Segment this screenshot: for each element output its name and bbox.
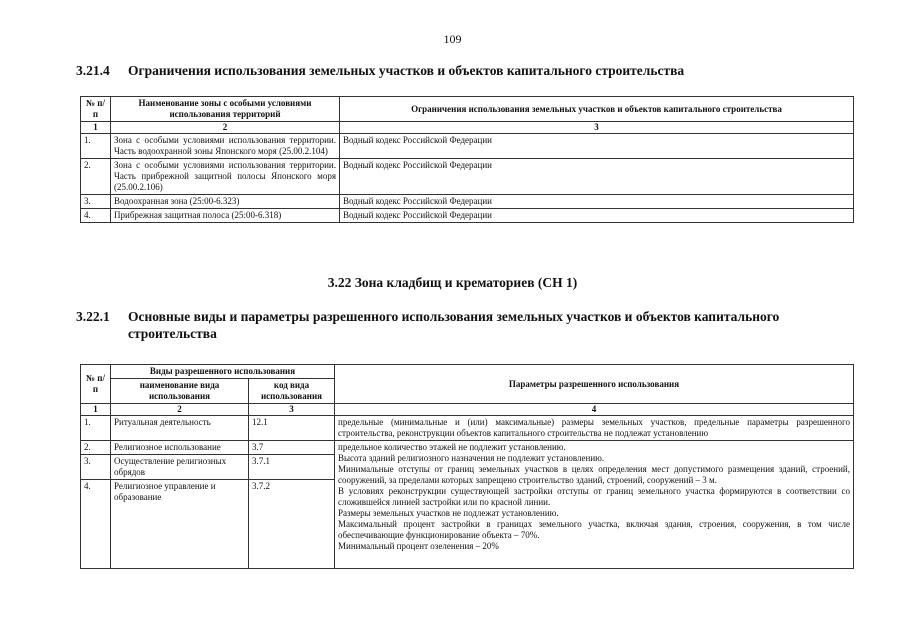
zone-name: Зона с особыми условиями использования территории. Часть водоохранной зоны Японского моря (25.00.2.104) [111,134,340,159]
header-number: № п/п [81,97,111,122]
table-row [81,195,854,209]
permitted-use-table [80,364,854,569]
table-row [81,441,854,455]
index-cell: 2 [111,404,249,416]
page-number: 109 [443,32,462,46]
section-title: Основные виды и параметры разрешенного использования земельных участков и объектов капитального строительства [128,309,780,341]
use-name: Религиозное использование [111,441,249,455]
row-number: 2. [81,441,111,455]
row-number: 4. [81,209,111,223]
use-code: 3.7.1 [249,455,335,480]
use-code: 3.7 [249,441,335,455]
parameter-line: Размеры земельных участков не подлежат установлению. [338,508,559,518]
header-use-code: код вида использования [249,379,335,404]
index-cell: 4 [335,404,854,416]
use-name: Осуществление религиозных обрядов [111,455,249,480]
header-parameters: Параметры разрешенного использования [335,365,854,404]
section-number: 3.22.1 [76,309,110,324]
zone-name: Прибрежная защитная полоса (25:00-6.318) [111,209,340,223]
row-number: 2. [81,159,111,195]
row-number: 1. [81,416,111,441]
parameter-line: Минимальные отступы от границ земельных участков в целях определения мест допустимого размещения зданий, строений, сооружений, за пределами которых запрещено строительство зданий, строений, сооружений – 3 м. [338,464,850,485]
use-name: Ритуальная деятельность [111,416,249,441]
index-cell: 3 [249,404,335,416]
restriction: Водный кодекс Российской Федерации [340,209,854,223]
parameters-cell [335,441,854,569]
parameters-text: предельные (минимальные и (или) максимальные) размеры земельных участков, предельные параметры разрешенного строительства, реконструкции объектов капитального строительства не подлежат установлению [335,416,854,441]
restriction: Водный кодекс Российской Федерации [340,195,854,209]
section-heading-3-21-4 [76,62,684,79]
restriction: Водный кодекс Российской Федерации [340,134,854,159]
table-row [81,416,854,441]
row-number: 1. [81,134,111,159]
header-zone-name: Наименование зоны с особыми условиями использования территорий [111,97,340,122]
zone-name: Водоохранная зона (25:00-6.323) [111,195,340,209]
parameter-line: Минимальный процент озеленения – 20% [338,541,499,551]
restrictions-table [80,96,854,223]
zone-name: Зона с особыми условиями использования территории. Часть прибрежной защитной полосы Японского моря (25.00.2.106) [111,159,340,195]
index-cell: 3 [340,122,854,134]
parameter-line: Высота зданий религиозного назначения не подлежит установлению. [338,453,605,463]
table-row [81,134,854,159]
section-title: Ограничения использования земельных участков и объектов капитального строительства [128,63,685,78]
header-number: № п/п [81,365,111,404]
row-number: 4. [81,480,111,569]
use-code: 3.7.2 [249,480,335,569]
parameter-line: предельное количество этажей не подлежит установлению. [338,442,566,452]
row-number: 3. [81,195,111,209]
table-row [81,159,854,195]
table-row [81,209,854,223]
header-use-types: Виды разрешенного использования [111,365,335,379]
parameter-line: Максимальный процент застройки в границах земельного участка, включая здания, строения, сооружения, в том числе обеспечивающие функционирование объекта – 70%. [338,519,850,540]
use-code: 12.1 [249,416,335,441]
section-number: 3.21.4 [76,63,110,78]
index-cell: 2 [111,122,340,134]
row-number: 3. [81,455,111,480]
index-cell: 1 [81,404,111,416]
restriction: Водный кодекс Российской Федерации [340,159,854,195]
use-name: Религиозное управление и образование [111,480,249,569]
parameter-line: В условиях реконструкции существующей застройки отступы от границ земельного участка формируются в соответствии со сложившейся линией застройки или по красной линии. [338,486,850,507]
section-heading-3-22-1 [76,308,866,342]
header-use-name: наименование вида использования [111,379,249,404]
header-restrictions: Ограничения использования земельных участков и объектов капитального строительства [340,97,854,122]
zone-title: 3.22 Зона кладбищ и крематориев (СН 1) [327,275,578,290]
index-cell: 1 [81,122,111,134]
